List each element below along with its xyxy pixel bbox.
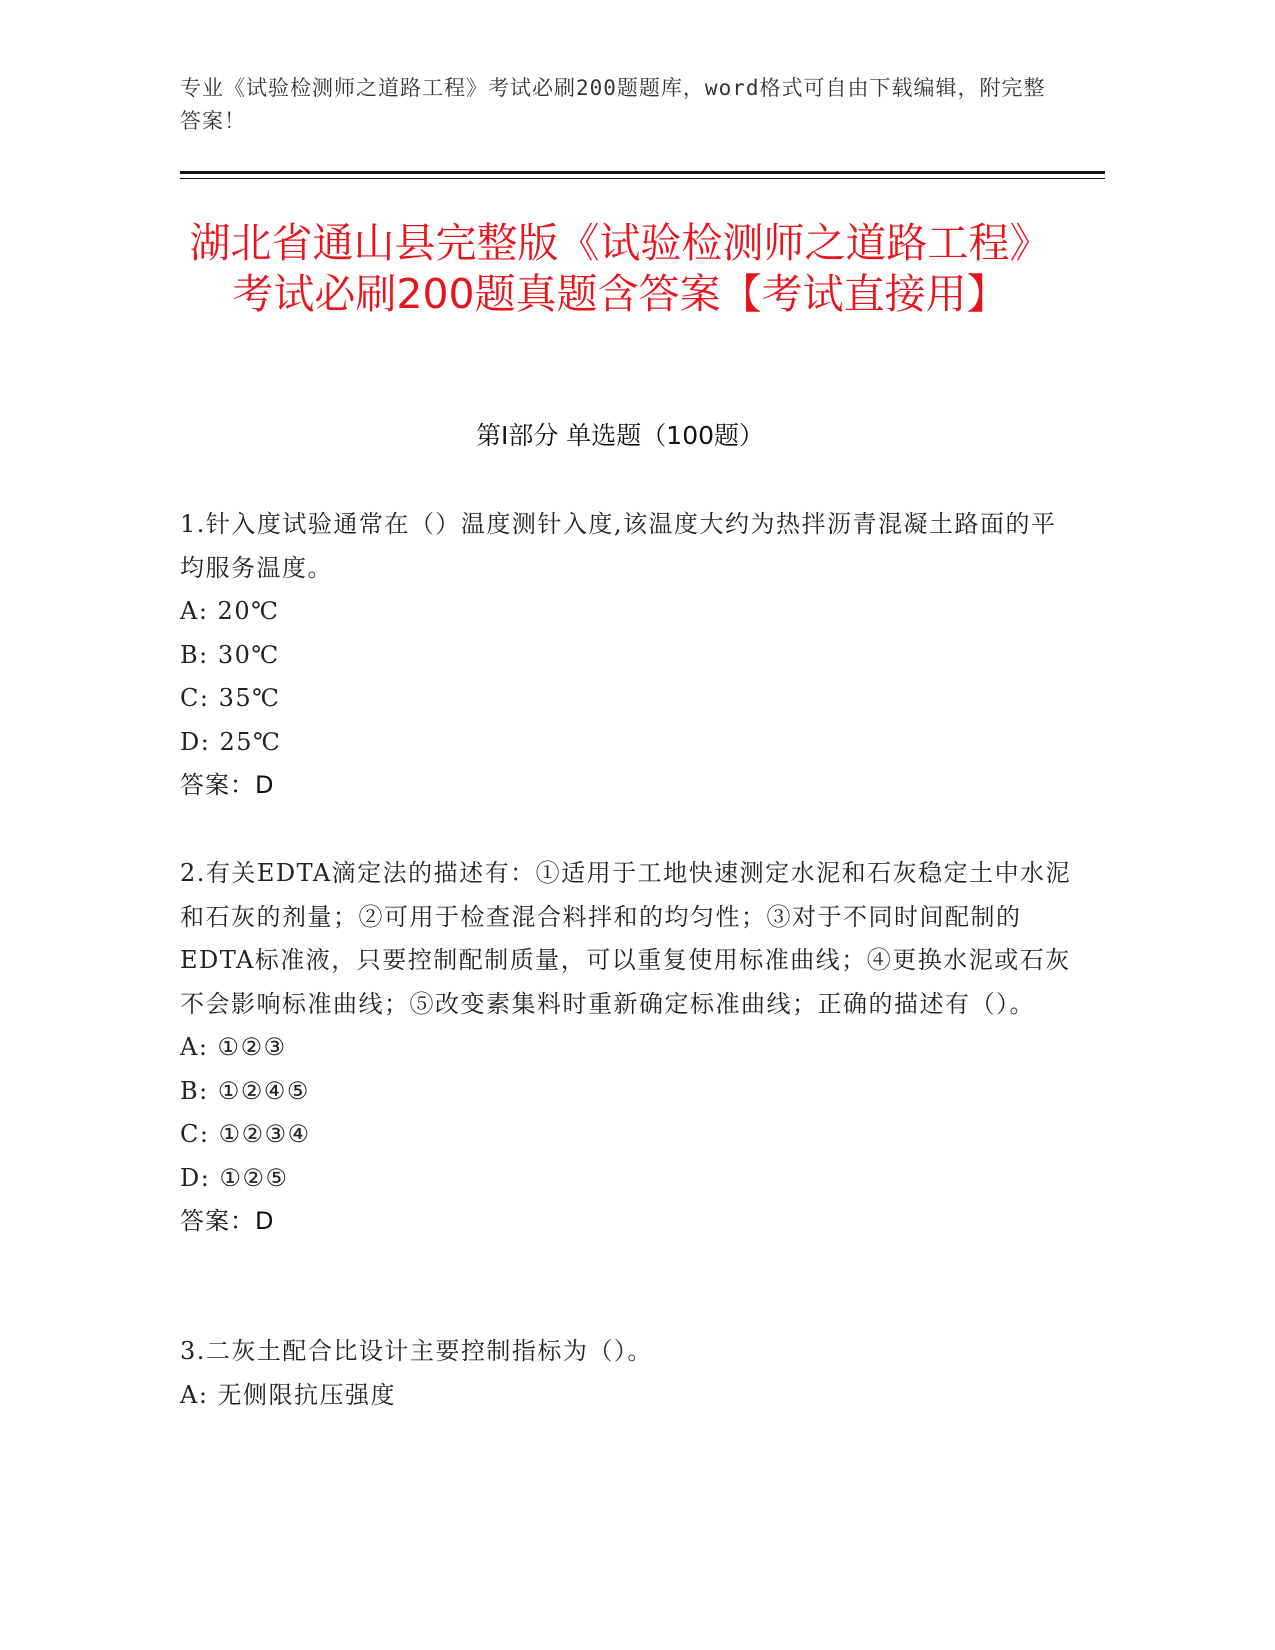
section-heading: 第I部分 单选题（100题） [475, 421, 765, 450]
question-2 [180, 852, 1080, 1244]
answer-line: 答案：D [180, 771, 275, 799]
question-stem: 3.二灰土配合比设计主要控制指标为（）。 [180, 1337, 653, 1365]
header-note: 专业《试验检测师之道路工程》考试必刷200题题库，word格式可自由下载编辑，附完整答案！ [180, 76, 1046, 133]
header-divider-thin [180, 178, 1105, 179]
document-title: 湖北省通山县完整版《试验检测师之道路工程》考试必刷200题真题含答案【考试直接用】 [189, 219, 1051, 318]
question-1 [180, 503, 1080, 808]
option-b: B: 30℃ [180, 640, 280, 669]
option-b: B: ①②④⑤ [180, 1076, 310, 1105]
option-a: A: 无侧限抗压强度 [180, 1380, 397, 1409]
answer-line: 答案：D [180, 1207, 275, 1235]
question-stem: 1.针入度试验通常在（）温度测针入度,该温度大约为热拌沥青混凝土路面的平均服务温度。 [180, 510, 1057, 582]
option-d: D: ①②⑤ [180, 1163, 289, 1192]
option-c: C: ①②③④ [180, 1120, 311, 1148]
option-a: A: ①②③ [180, 1033, 287, 1061]
option-d: D: 25℃ [180, 727, 282, 756]
question-stem: 2.有关EDTA滴定法的描述有：①适用于工地快速测定水泥和石灰稳定土中水泥和石灰的剂量；②可用于检查混合料拌和的均匀性；③对于不同时间配制的EDTA标准液，只要控制配制质量，可以重复使用标准曲线；④更换水泥或石灰不会影响标准曲线；⑤改变素集料时重新确定标准曲线；正确的描述有（）。 [180, 859, 1072, 1018]
header-divider-thick [180, 171, 1105, 174]
question-3 [180, 1330, 1080, 1417]
option-c: C: 35℃ [180, 684, 281, 712]
option-a: A: 20℃ [180, 597, 280, 625]
